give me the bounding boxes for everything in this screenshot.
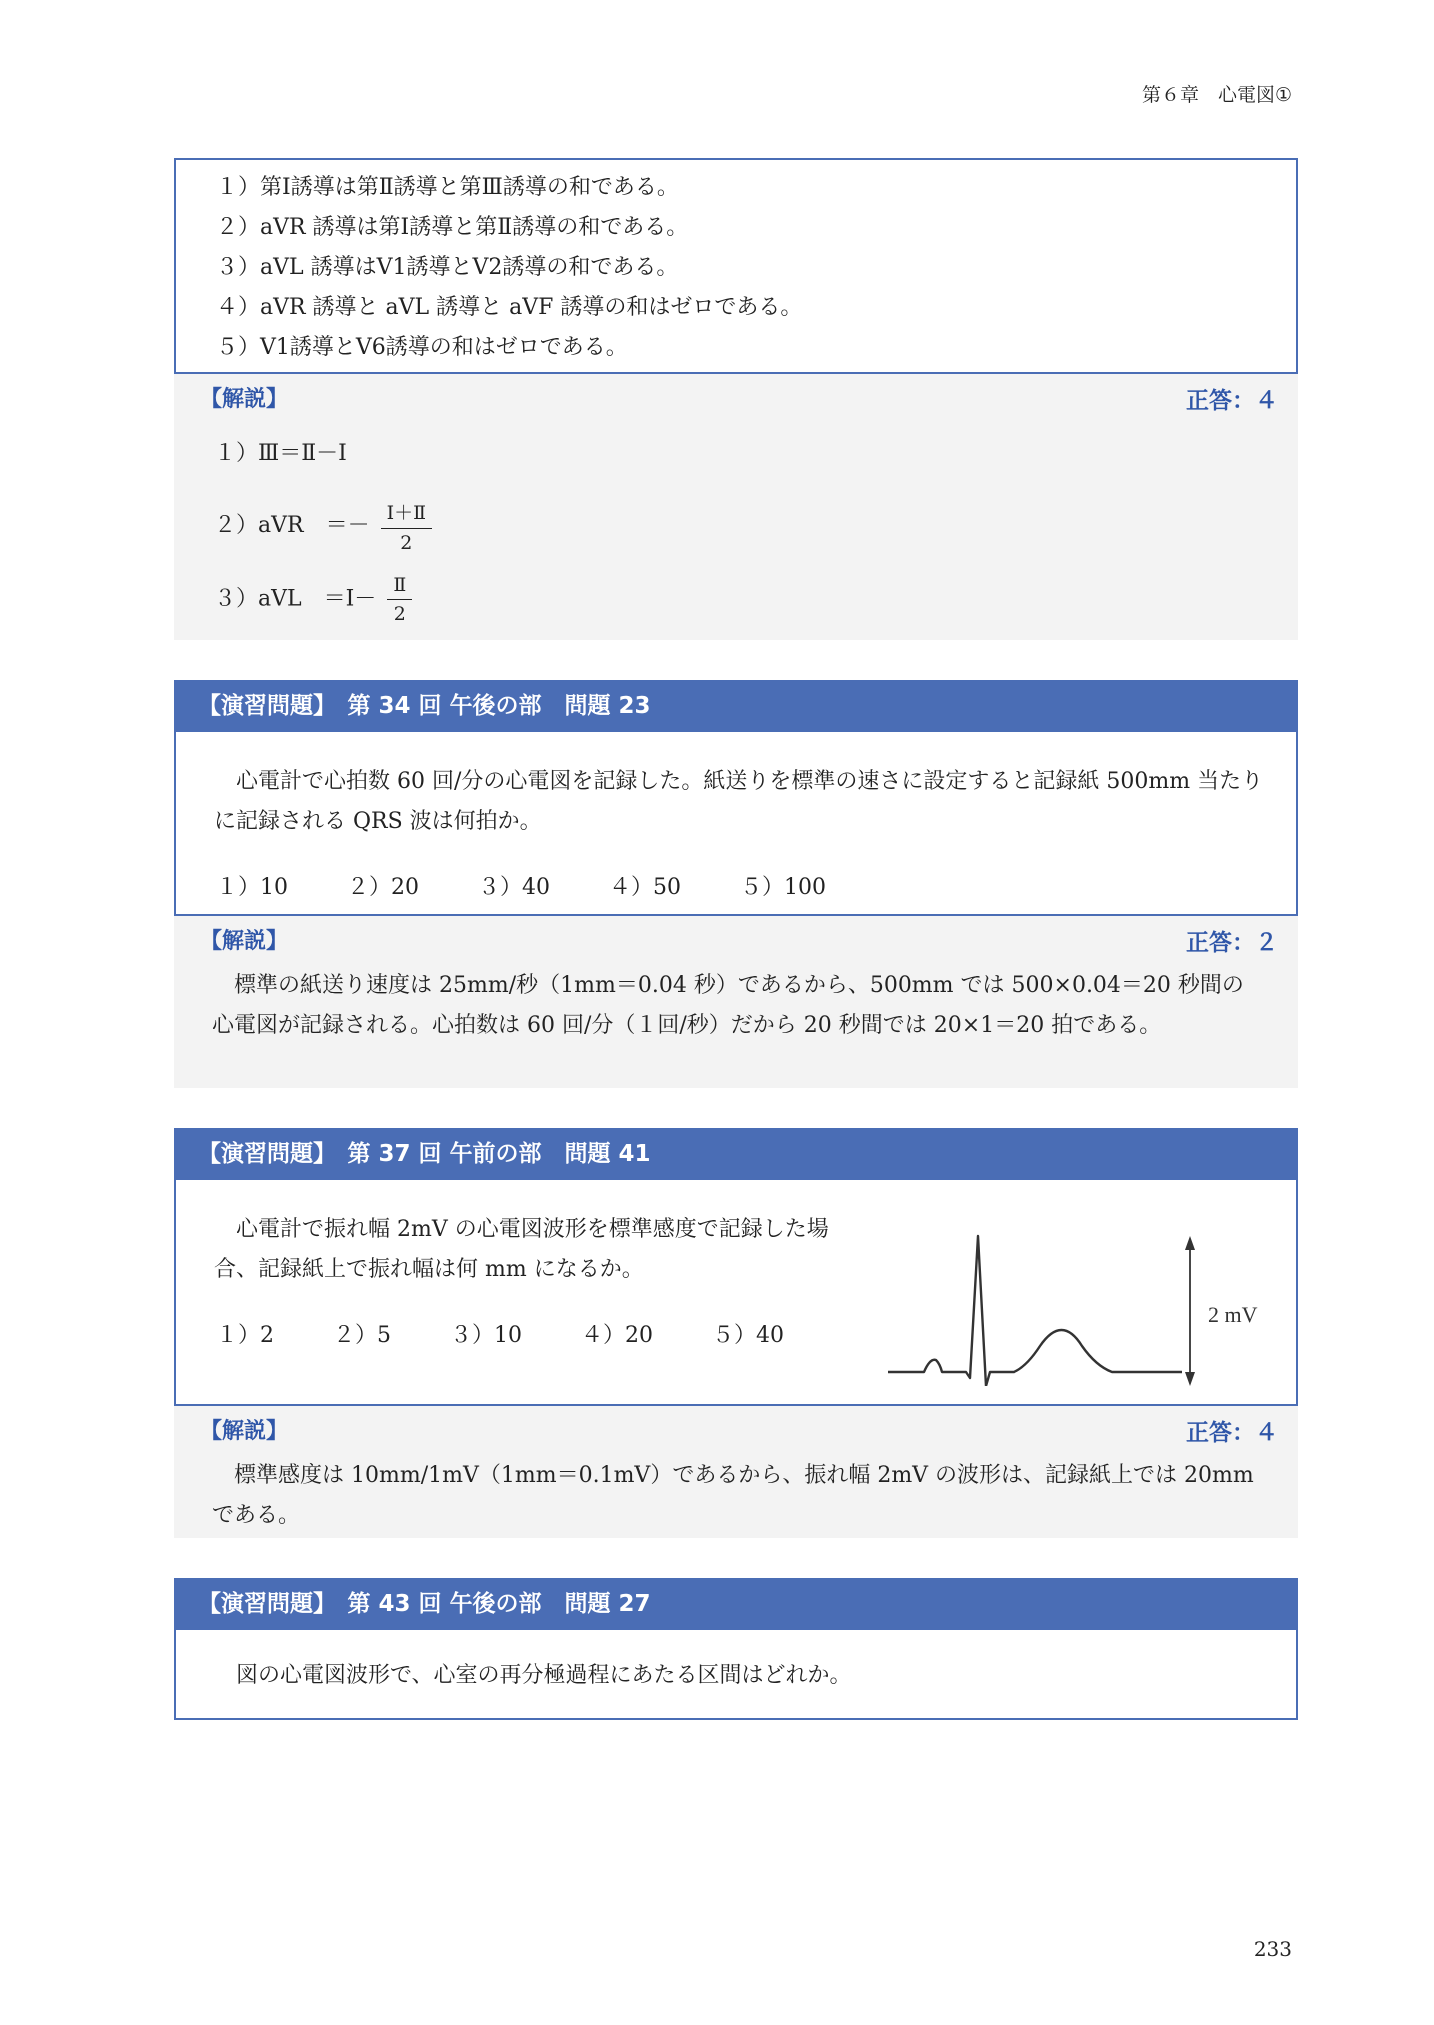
question-box-43 bbox=[174, 1630, 1298, 1720]
chapter-header: 第６章 心電図① bbox=[1141, 84, 1292, 106]
formula-2-fraction bbox=[381, 498, 432, 554]
fraction-denominator: 2 bbox=[393, 603, 406, 625]
choice-1: １）第Ⅰ誘導は第Ⅱ誘導と第Ⅲ誘導の和である。 bbox=[216, 175, 679, 200]
choice-3: ３）aVL 誘導はV1誘導とV2誘導の和である。 bbox=[216, 255, 679, 280]
formula-3-fraction bbox=[387, 574, 412, 625]
choice-4: ４）aVR 誘導と aVL 誘導と aVF 誘導の和はゼロである。 bbox=[216, 295, 803, 320]
formula-1: １）Ⅲ＝Ⅱ－Ⅰ bbox=[214, 441, 347, 466]
arrow-head-top bbox=[1185, 1236, 1195, 1250]
page-number: 233 bbox=[1253, 1937, 1292, 1961]
formula-3 bbox=[214, 574, 412, 625]
choice: １）10 bbox=[216, 875, 288, 900]
question-text: 心電計で振れ幅 2mV の心電図波形を標準感度で記録した場合、記録紙上で振れ幅は何 mm になるか。 bbox=[214, 1217, 829, 1282]
question-header-43: 【演習問題】 第 43 回 午後の部 問題 27 bbox=[174, 1578, 1298, 1630]
choice-5: ５）V1誘導とV6誘導の和はゼロである。 bbox=[216, 335, 628, 360]
fraction-denominator: 2 bbox=[400, 532, 413, 554]
question-text: 心電計で心拍数 60 回/分の心電図を記録した。紙送りを標準の速さに設定すると記録紙 500mm 当たりに記録される QRS 波は何拍か。 bbox=[214, 769, 1264, 834]
choice-2: ２）aVR 誘導は第Ⅰ誘導と第Ⅱ誘導の和である。 bbox=[216, 215, 689, 240]
explanation-title: 【解説】 bbox=[200, 1419, 289, 1444]
choice: ５）100 bbox=[740, 875, 826, 900]
question-box-34 bbox=[174, 732, 1298, 916]
question-header-34: 【演習問題】 第 34 回 午後の部 問題 23 bbox=[174, 680, 1298, 732]
choice: ３）40 bbox=[478, 875, 550, 900]
choice: ３）10 bbox=[450, 1323, 522, 1348]
question-text: 図の心電図波形で、心室の再分極過程にあたる区間はどれか。 bbox=[214, 1663, 852, 1688]
formula-2-prefix: ２）aVR ＝－ bbox=[214, 513, 370, 538]
question-header-37: 【演習問題】 第 37 回 午前の部 問題 41 bbox=[174, 1128, 1298, 1180]
question-choices-box bbox=[174, 158, 1298, 374]
fraction-numerator: Ⅱ bbox=[387, 574, 412, 600]
ecg-waveform-figure bbox=[882, 1206, 1272, 1386]
formula-2 bbox=[214, 498, 432, 554]
fraction-numerator: Ⅰ＋Ⅱ bbox=[381, 498, 432, 529]
choice: ４）20 bbox=[581, 1323, 653, 1348]
explanation-title: 【解説】 bbox=[200, 387, 289, 412]
answer-label: 正答：４ bbox=[1186, 388, 1278, 414]
explanation-text: 標準の紙送り速度は 25mm/秒（1mm＝0.04 秒）であるから、500mm では 500×0.04＝20 秒間の心電図が記録される。心拍数は 60 回/分（１回/秒）だから 20 秒間では 20×1＝20 拍である。 bbox=[212, 973, 1244, 1038]
answer-label: 正答：２ bbox=[1186, 930, 1278, 956]
choice: ４）50 bbox=[609, 875, 681, 900]
arrow-head-bottom bbox=[1185, 1372, 1195, 1386]
explanation-block bbox=[174, 916, 1298, 1088]
choices-row bbox=[216, 1318, 836, 1349]
ecg-trace bbox=[888, 1236, 1182, 1386]
explanation-block bbox=[174, 374, 1298, 640]
choice: １）2 bbox=[216, 1323, 274, 1348]
explanation-text: 標準感度は 10mm/1mV（1mm＝0.1mV）であるから、振れ幅 2mV の波形は、記録紙上では 20mm である。 bbox=[212, 1463, 1254, 1528]
answer-label: 正答：４ bbox=[1186, 1420, 1278, 1446]
choice: ２）5 bbox=[333, 1323, 391, 1348]
explanation-block bbox=[174, 1406, 1298, 1538]
amplitude-label: 2 mV bbox=[1208, 1302, 1258, 1327]
choices-row bbox=[216, 870, 878, 901]
choice: ２）20 bbox=[347, 875, 419, 900]
formula-3-prefix: ３）aVL ＝Ⅰ－ bbox=[214, 586, 377, 612]
question-box-37 bbox=[174, 1180, 1298, 1406]
choice: ５）40 bbox=[712, 1323, 784, 1348]
explanation-title: 【解説】 bbox=[200, 929, 289, 954]
